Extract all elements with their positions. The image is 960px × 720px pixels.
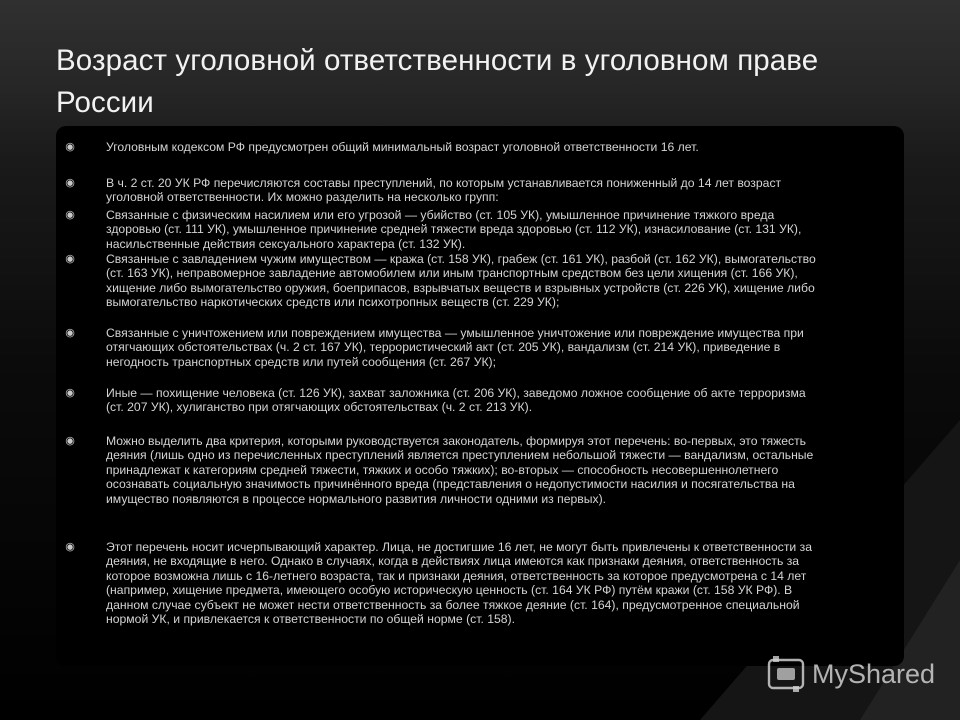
bullet-text: Можно выделить два критерия, которыми руководствуется законодатель, формируя этот перечень: во-первых, это тяжесть деяния (лишь одно из перечисленных преступлений является преступлением небольшой тяжести — вандализм, остальные принадлежат к категориям средней тяжести, тяжких и особо тяжких); во-вторых — способность несовершеннолетнего осознавать социальную значимость причинённого вреда (представления о недопустимости насилия и посягательства на имущество появляются в процессе нормального развития личности одними из первых).: [106, 434, 814, 506]
watermark-text: MyShared: [812, 658, 936, 689]
bullet-text: Иные — похищение человека (ст. 126 УК), захват заложника (ст. 206 УК), заведомо ложное сообщение об акте терроризма (ст. 207 УК), хулиганство при отягчающих обстоятельствах (ч. 2 ст. 213 УК).: [106, 386, 806, 415]
bullet-text: Этот перечень носит исчерпывающий характер. Лица, не достигшие 16 лет, не могут быть привлечены к ответственности за деяния, не входящие в него. Однако в случаях, когда в действиях лица имеются как признаки деяния, ответственность за которое возможна лишь с 16-летнего возраста, так и признаки деяния, ответственность за которое предусмотрена с 14 лет (например, хищение предмета, имеющего особую историческую ценность (ст. 164 УК РФ) путём кражи (ст. 158 УК РФ). В данном случае субъект не может нести ответственность за более тяжкое деяние (ст. 164), предусмотренное специальной нормой УК, и привлекается к ответственности по общей норме (ст. 158).: [106, 540, 812, 627]
myshared-logo-icon: [766, 654, 806, 694]
slide-title: Возраст уголовной ответственности в уголовном праве России: [56, 44, 819, 119]
circled-dot-icon: ◉: [65, 541, 75, 553]
bullet-text: Связанные с завладением чужим имуществом — кража (ст. 158 УК), грабеж (ст. 161 УК), разбой (ст. 162 УК), вымогательство (ст. 163 УК), неправомерное завладение автомобилем или иным транспортным средством без цели хищения (ст. 166 УК), хищение либо вымогательство оружия, боеприпасов, взрывчатых веществ и взрывных устройств (ст. 226 УК), хищение либо вымогательство наркотических средств или психотропных веществ (ст. 229 УК);: [106, 252, 816, 310]
bullet-text: Связанные с уничтожением или повреждением имущества — умышленное уничтожение или повреждение имущества при отягчающих обстоятельствах (ч. 2 ст. 167 УК), террористический акт (ст. 205 УК), вандализм (ст. 214 УК), приведение в негодность транспортных средств или путей сообщения (ст. 267 УК);: [106, 326, 804, 369]
circled-dot-icon: ◉: [65, 209, 75, 221]
circled-dot-icon: ◉: [65, 177, 75, 189]
circled-dot-icon: ◉: [65, 387, 75, 399]
bullet-text: Уголовным кодексом РФ предусмотрен общий минимальный возраст уголовной ответственности 16 лет.: [106, 140, 699, 154]
circled-dot-icon: ◉: [65, 141, 75, 153]
circled-dot-icon: ◉: [65, 435, 75, 447]
bullet-text: В ч. 2 ст. 20 УК РФ перечисляются составы преступлений, по которым устанавливается пониженный до 14 лет возраст уголовной ответственности. Их можно разделить на несколько групп:: [106, 176, 782, 205]
circled-dot-icon: ◉: [65, 253, 75, 265]
circled-dot-icon: ◉: [65, 327, 75, 339]
bullet-text: Связанные с физическим насилием или его угрозой — убийство (ст. 105 УК), умышленное причинение тяжкого вреда здоровью (ст. 111 УК), умышленное причинение средней тяжести вреда здоровью (ст. 112 УК), изнасилование (ст. 131 УК), насильственные действия сексуального характера (ст. 132 УК).: [106, 208, 802, 251]
myshared-watermark: [766, 652, 935, 696]
